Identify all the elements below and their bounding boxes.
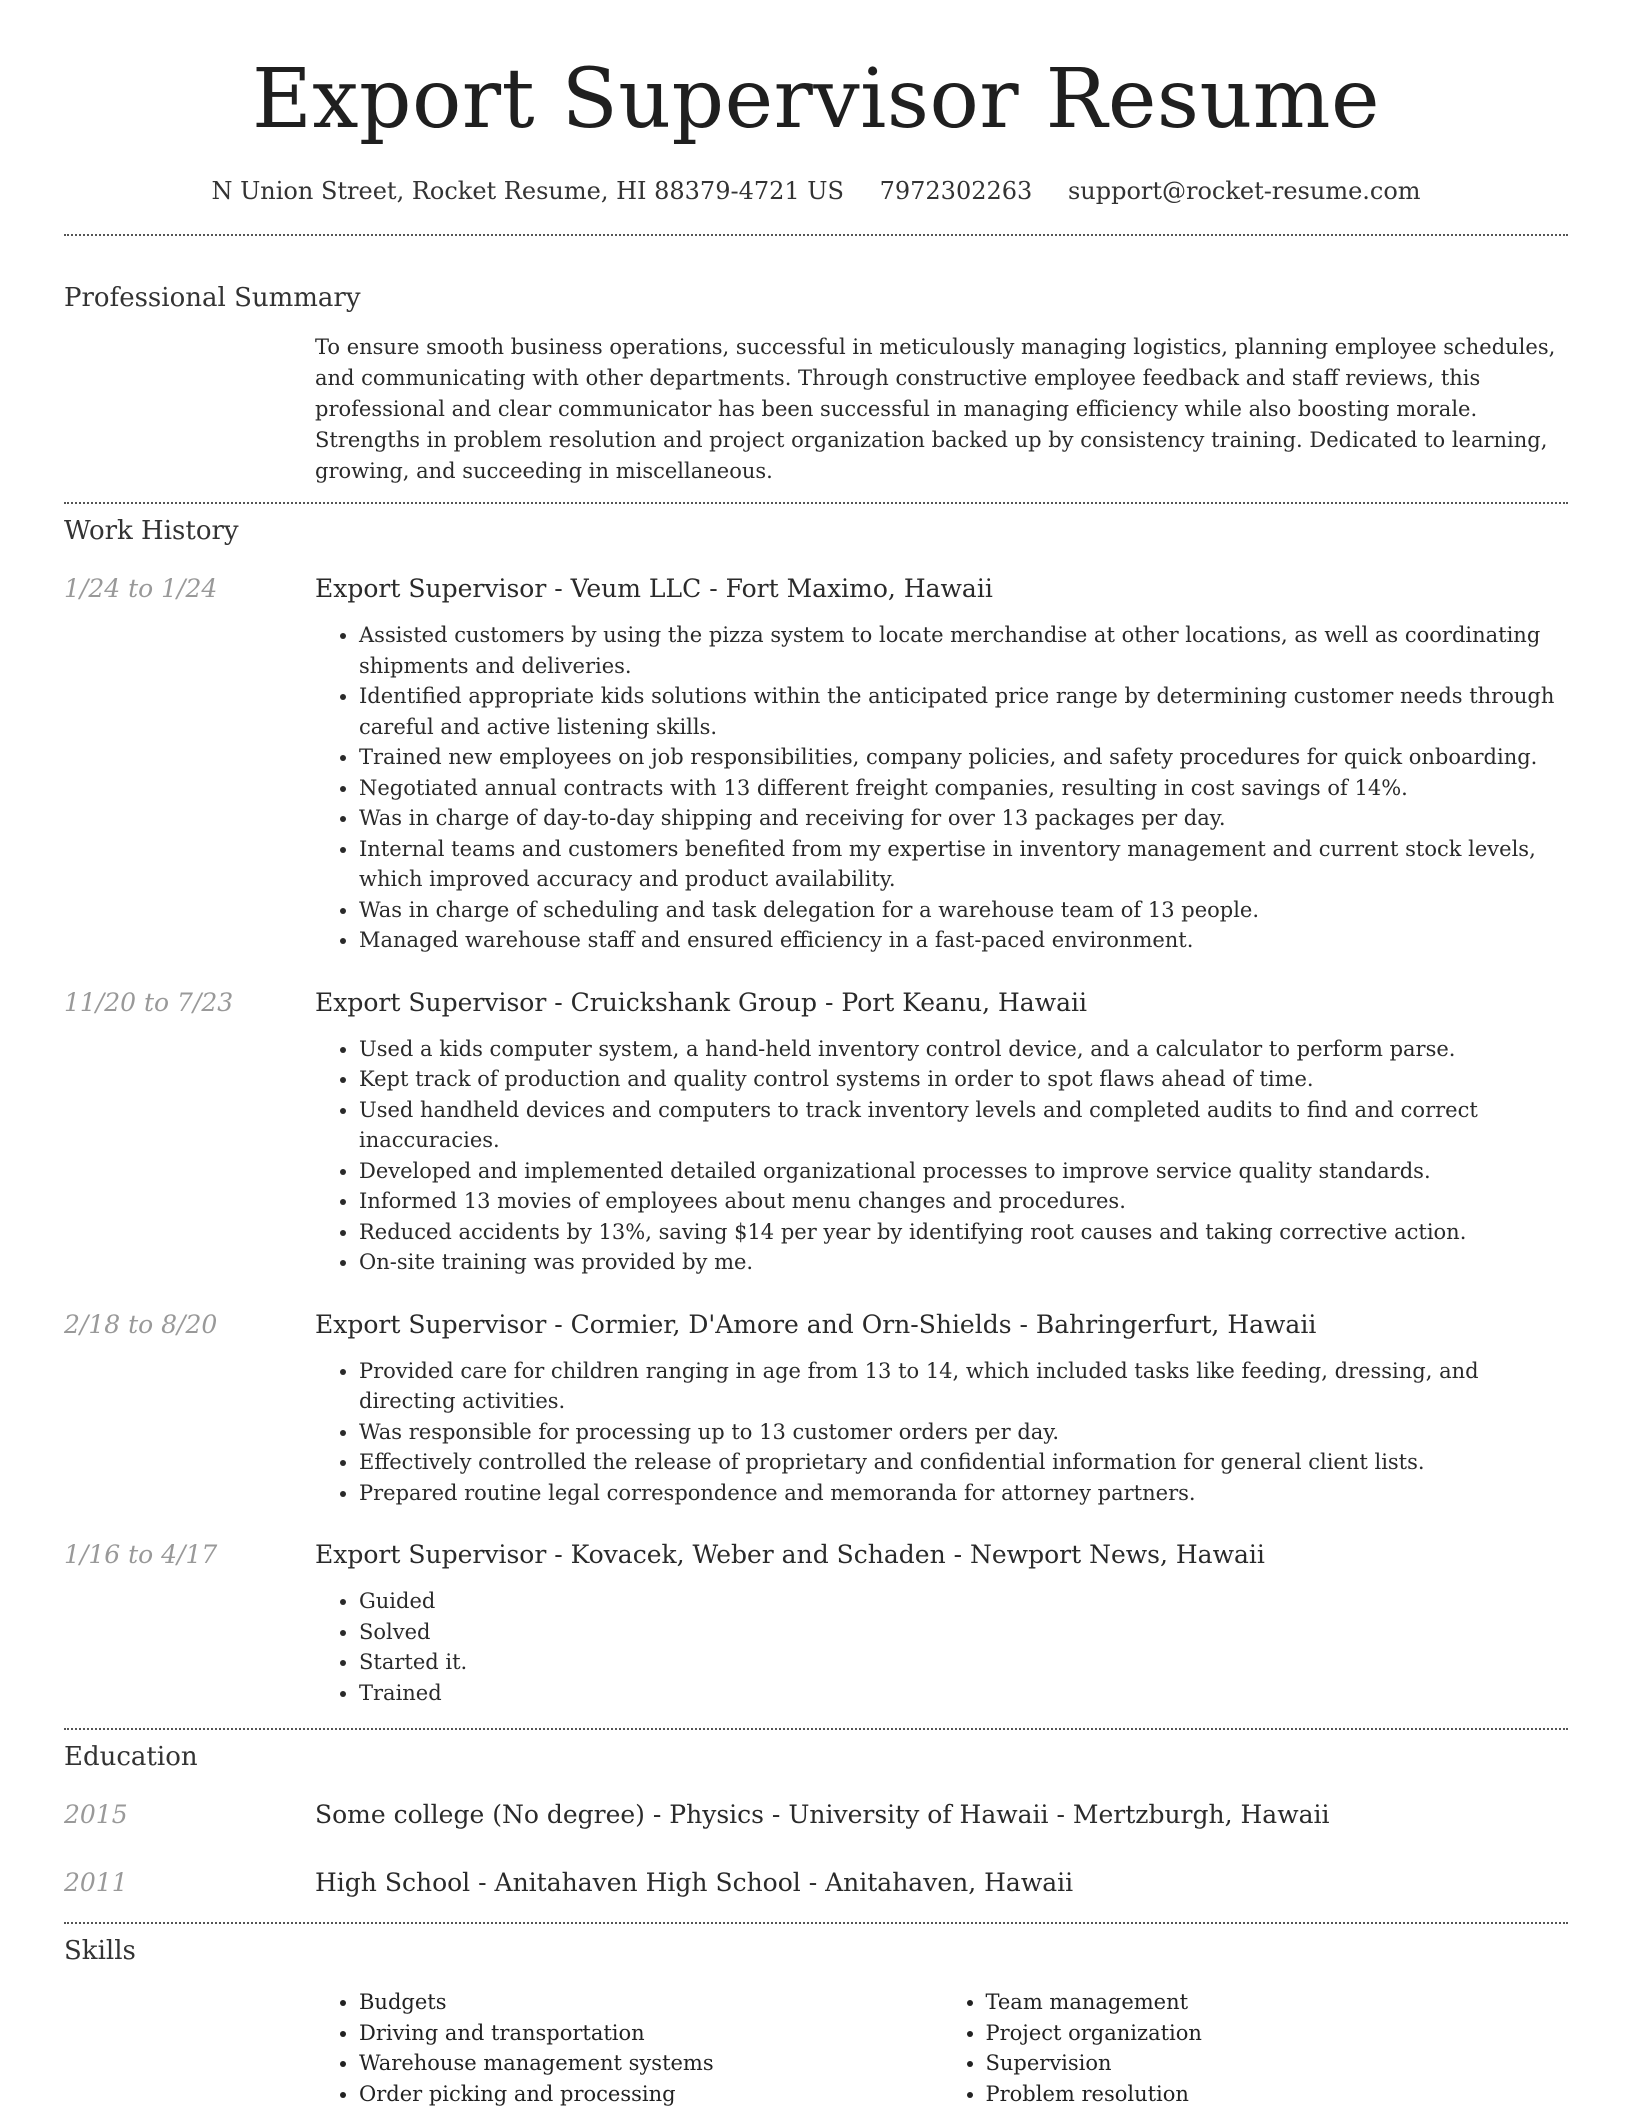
list-item: • Budgets: [359, 1987, 942, 2018]
job-entry: [64, 1308, 1568, 1509]
list-item: • Effectively controlled the release of proprietary and confidential information for general client lists.: [359, 1447, 1568, 1478]
list-item: • Assisted customers by using the pizza system to locate merchandise at other locations, as well as coordinating shipments and deliveries.: [359, 620, 1568, 681]
divider: [64, 234, 1568, 236]
divider: [64, 502, 1568, 504]
list-item: • Developed and implemented detailed organizational processes to improve service quality standards.: [359, 1156, 1568, 1187]
job-dates: 1/16 to 4/17: [64, 1540, 218, 1569]
list-item: • Team management: [986, 1987, 1569, 2018]
list-item: • Problem resolution: [986, 2079, 1569, 2110]
list-item: • Guided: [359, 1586, 1568, 1617]
phone: 7972302263: [879, 177, 1033, 205]
education-entry: [64, 1798, 1568, 1832]
list-item: • Was in charge of day-to-day shipping and receiving for over 13 packages per day.: [359, 803, 1568, 834]
divider: [64, 1728, 1568, 1730]
job-title: Export Supervisor - Cormier, D'Amore and Orn-Shields - Bahringerfurt, Hawaii: [315, 1309, 1317, 1339]
list-item: • Project organization: [986, 2018, 1569, 2049]
list-item: • Warehouse management systems: [359, 2048, 942, 2079]
list-item: • Trained: [359, 1678, 1568, 1709]
job-title: Export Supervisor - Cruickshank Group - Port Keanu, Hawaii: [315, 987, 1087, 1017]
list-item: • Trained new employees on job responsibilities, company policies, and safety procedures for quick onboarding.: [359, 742, 1568, 773]
section-title-skills: Skills: [64, 1936, 136, 1966]
list-item: • Used handheld devices and computers to track inventory levels and completed audits to find and correct inaccuracies.: [359, 1095, 1568, 1156]
list-item: • On-site training was provided by me.: [359, 1247, 1568, 1278]
section-title-summary: Professional Summary: [64, 283, 361, 313]
section-title-work: Work History: [64, 516, 239, 546]
summary-text: To ensure smooth business operations, successful in meticulously managing logistics, planning employee schedules, and communicating with other departments. Through constructive employee feedback and staff reviews, this professional and clear communicator has been successful in managing efficiency while also boosting morale. Strengths in problem resolution and project organization backed up by consistency training. Dedicated to learning, growing, and succeeding in miscellaneous.: [315, 335, 1556, 483]
education-year: 2015: [64, 1800, 128, 1829]
contact-line: [64, 176, 1568, 206]
job-entry: [64, 1538, 1568, 1708]
list-item: • Solved: [359, 1617, 1568, 1648]
list-item: • Driving and transportation: [359, 2018, 942, 2049]
job-entry: [64, 572, 1568, 956]
work-history-section: [64, 514, 1568, 1708]
list-item: • Supervision: [986, 2048, 1569, 2079]
list-item: • Was responsible for processing up to 13 customer orders per day.: [359, 1417, 1568, 1448]
job-bullets: [315, 1586, 1568, 1708]
job-title: Export Supervisor - Kovacek, Weber and Schaden - Newport News, Hawaii: [315, 1540, 1265, 1569]
skills-columns: [315, 1987, 1568, 2109]
summary-section: [64, 281, 1568, 487]
education-text: High School - Anitahaven High School - Anitahaven, Hawaii: [315, 1868, 1074, 1897]
job-dates: 11/20 to 7/23: [64, 987, 234, 1017]
job-bullets: [315, 620, 1568, 956]
divider: [64, 1922, 1568, 1924]
section-title-education: Education: [64, 1742, 198, 1772]
skills-section: [64, 1934, 1568, 2109]
list-item: • Informed 13 movies of employees about menu changes and procedures.: [359, 1186, 1568, 1217]
job-dates: 1/24 to 1/24: [64, 574, 218, 603]
list-item: • Reduced accidents by 13%, saving $14 per year by identifying root causes and taking corrective action.: [359, 1217, 1568, 1248]
job-bullets: [315, 1356, 1568, 1509]
education-section: [64, 1740, 1568, 1900]
list-item: • Kept track of production and quality control systems in order to spot flaws ahead of time.: [359, 1064, 1568, 1095]
education-year: 2011: [64, 1868, 128, 1897]
education-text: Some college (No degree) - Physics - University of Hawaii - Mertzburgh, Hawaii: [315, 1800, 1330, 1829]
email: support@rocket-resume.com: [1067, 177, 1421, 205]
resume-title: Export Supervisor Resume: [251, 52, 1381, 147]
resume-page: [64, 0, 1568, 2109]
list-item: • Identified appropriate kids solutions within the anticipated price range by determining customer needs through careful and active listening skills.: [359, 681, 1568, 742]
job-entry: [64, 986, 1568, 1278]
skills-list-left: [315, 1987, 942, 2109]
address: N Union Street, Rocket Resume, HI 88379-4721 US: [211, 177, 844, 205]
list-item: • Prepared routine legal correspondence and memoranda for attorney partners.: [359, 1478, 1568, 1509]
skills-list-right: [942, 1987, 1569, 2109]
job-dates: 2/18 to 8/20: [64, 1309, 218, 1339]
list-item: • Internal teams and customers benefited from my expertise in inventory management and current stock levels, which improved accuracy and product availability.: [359, 834, 1568, 895]
job-bullets: [315, 1034, 1568, 1278]
list-item: • Negotiated annual contracts with 13 different freight companies, resulting in cost savings of 14%.: [359, 773, 1568, 804]
list-item: • Used a kids computer system, a hand-held inventory control device, and a calculator to perform parse.: [359, 1034, 1568, 1065]
list-item: • Managed warehouse staff and ensured efficiency in a fast-paced environment.: [359, 925, 1568, 956]
list-item: • Was in charge of scheduling and task delegation for a warehouse team of 13 people.: [359, 895, 1568, 926]
job-title: Export Supervisor - Veum LLC - Fort Maximo, Hawaii: [315, 574, 993, 603]
list-item: • Order picking and processing: [359, 2079, 942, 2110]
list-item: • Started it.: [359, 1647, 1568, 1678]
list-item: • Provided care for children ranging in age from 13 to 14, which included tasks like feeding, dressing, and directing activities.: [359, 1356, 1568, 1417]
education-entry: [64, 1866, 1568, 1900]
